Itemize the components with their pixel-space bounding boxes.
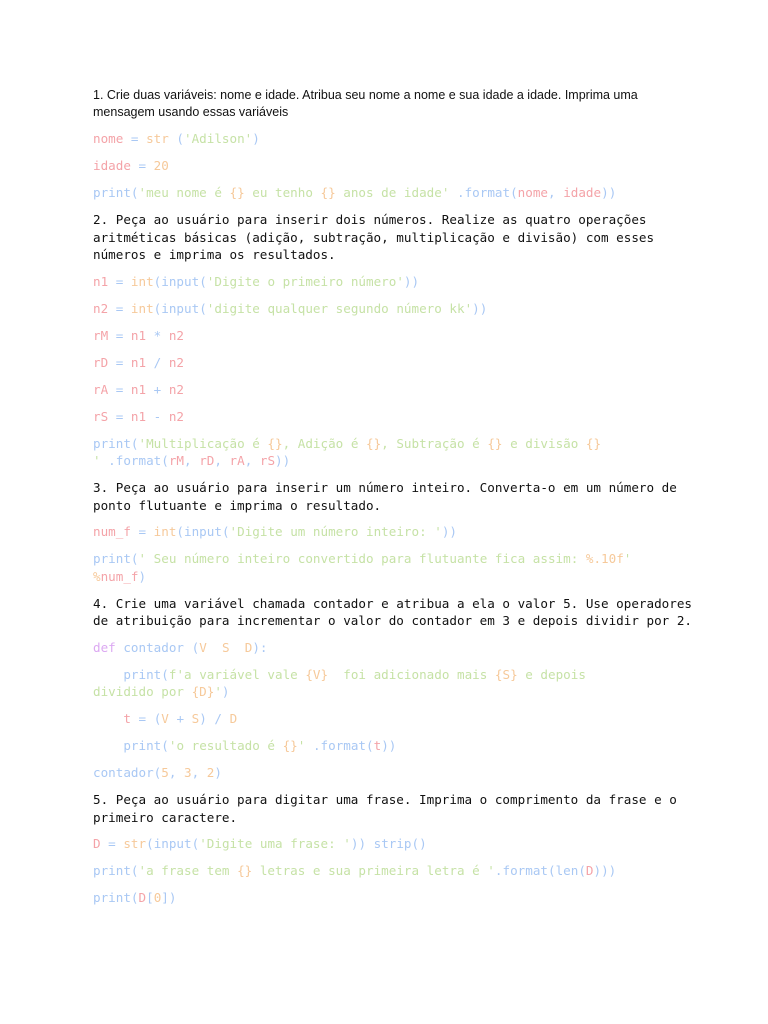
code-token: = (130, 158, 154, 173)
code-token: )) (275, 453, 291, 468)
code-token: D (585, 863, 594, 878)
code-line (93, 710, 693, 728)
code-token: ( (153, 711, 162, 726)
code-token: S (221, 639, 230, 655)
code-token: + (168, 711, 192, 726)
code-line (93, 550, 693, 585)
code-token: n2 (93, 300, 109, 316)
code-token: 'Adilson' (184, 131, 253, 146)
code-token: ) (214, 765, 222, 780)
code-token: ( (199, 300, 207, 316)
code-token: rS (259, 453, 276, 468)
code-token (93, 667, 123, 682)
code-line (93, 408, 693, 426)
code-token: print (123, 738, 162, 753)
code-token: ( (176, 524, 185, 539)
code-token: + (146, 381, 169, 397)
code-token: nome (93, 131, 124, 146)
code-token: )) (601, 185, 617, 200)
code-token: ' Seu número inteiro convertido para flutuante fica assim: (138, 551, 586, 566)
code-token: {} (366, 435, 382, 451)
code-token: D (138, 890, 147, 905)
code-token: {} (282, 738, 298, 753)
code-token: ( (161, 666, 169, 682)
code-token: idade (93, 158, 131, 173)
code-token: ( (130, 890, 139, 905)
code-token: ( (130, 185, 139, 200)
code-token: ( (130, 435, 139, 451)
code-token: , Subtração é (381, 435, 488, 451)
code-token: int (130, 273, 154, 289)
code-line (93, 184, 693, 202)
code-token: , (244, 453, 260, 468)
code-token: rA (93, 381, 109, 397)
code-token: S (191, 711, 200, 726)
code-block-1 (93, 130, 693, 202)
code-token (207, 640, 222, 655)
code-token: ) (252, 131, 260, 146)
code-token: = (130, 711, 154, 726)
code-token: = (108, 408, 131, 424)
code-token: )) (381, 738, 397, 753)
code-token: idade (563, 185, 602, 200)
exercise-5-title: 5. Peça ao usuário para digitar uma frase. Imprima o comprimento da frase e o primeiro caractere. (93, 792, 685, 825)
code-token: ( (130, 551, 139, 566)
code-token: , (214, 453, 230, 468)
code-token: D (229, 711, 238, 726)
code-token: n1 (130, 381, 147, 397)
code-token: ( (191, 836, 200, 851)
code-token: ))) (593, 863, 617, 878)
code-token: input (153, 836, 192, 851)
code-token: = (108, 381, 131, 397)
code-token: {} (229, 185, 245, 200)
code-token: ): (252, 639, 268, 655)
code-token: 'Digite o primeiro número' (206, 273, 404, 289)
code-token: {S} (494, 666, 518, 682)
code-token: .format( (449, 185, 518, 200)
code-token: int (153, 524, 177, 539)
code-token: nome (517, 185, 549, 200)
code-token: rM (93, 327, 109, 343)
code-token: num_f (100, 568, 139, 584)
code-line (93, 737, 693, 755)
code-token: ( (168, 131, 185, 146)
code-token: n1 (130, 327, 147, 343)
code-token: V (199, 639, 207, 655)
code-token: rD (199, 453, 215, 468)
code-token: .format( (494, 863, 556, 878)
code-token: num_f (93, 524, 131, 539)
code-token: rM (168, 453, 185, 468)
code-token: = (108, 273, 131, 289)
code-line (93, 889, 693, 907)
code-token: ( (146, 836, 154, 851)
code-token: ) (199, 711, 207, 726)
code-token: n2 (168, 354, 185, 370)
code-block-4 (93, 639, 693, 782)
exercise-3-title: 3. Peça ao usuário para inserir um número inteiro. Converta-o em um número de ponto flutuante e imprima o resultado. (93, 480, 685, 513)
code-token: - (146, 408, 169, 424)
code-token: 0 (153, 890, 162, 905)
code-token: rD (93, 354, 109, 370)
code-line (93, 435, 693, 470)
code-token: print (93, 435, 131, 451)
code-token: ' (214, 684, 222, 699)
code-token: , (168, 765, 185, 780)
code-token: n1 (93, 273, 109, 289)
code-line (93, 354, 693, 372)
code-token: print (93, 863, 131, 878)
code-token: )) (441, 524, 458, 539)
code-token: ( (578, 863, 586, 878)
code-token: = (123, 131, 147, 146)
code-token: = (108, 354, 131, 370)
code-token: D (244, 639, 253, 655)
code-token: {D} (191, 684, 215, 699)
code-token: {} (585, 435, 602, 451)
code-token: / (206, 711, 230, 726)
code-token: 3 (184, 765, 192, 780)
code-line (93, 666, 693, 701)
code-token: n2 (168, 408, 185, 424)
code-token: {V} (305, 666, 329, 682)
code-token: .format( (100, 453, 169, 468)
code-token: ( (161, 738, 169, 753)
code-token: {} (237, 863, 253, 878)
code-token: e divisão (502, 435, 586, 451)
code-token: input (161, 300, 200, 316)
code-token: %.10f (585, 551, 624, 566)
code-token: V (161, 711, 169, 726)
code-token (230, 640, 245, 655)
code-token: 'a frase tem (138, 863, 238, 878)
code-token: [ (146, 890, 154, 905)
code-token: ( (130, 863, 139, 878)
code-token: {} (267, 435, 283, 451)
code-token: )) (472, 300, 488, 316)
code-token: 'Digite uma frase: ' (199, 836, 351, 851)
code-token: ' (623, 551, 632, 566)
code-token: )) (403, 273, 420, 289)
code-token: .format( (305, 738, 374, 753)
code-token: , (191, 765, 207, 780)
code-token: = (108, 327, 131, 343)
code-token: print (93, 551, 131, 566)
code-token: n1 (130, 408, 147, 424)
code-token: t (373, 738, 382, 753)
code-token: print (93, 185, 131, 200)
code-block-2 (93, 273, 693, 470)
code-token: 2 (206, 765, 215, 780)
code-token: ' (297, 738, 306, 753)
code-token: ( (199, 273, 207, 289)
code-token: f'a variável vale (168, 666, 306, 682)
code-line (93, 835, 693, 853)
code-token: n1 (130, 354, 147, 370)
code-token: ( (153, 765, 162, 780)
code-token: {} (487, 435, 503, 451)
code-token: {} (320, 185, 336, 200)
code-token: ( (153, 273, 162, 289)
code-token: ( (153, 300, 162, 316)
code-token: )) strip() (350, 836, 427, 851)
code-token: print (93, 890, 131, 905)
code-line (93, 327, 693, 345)
code-line (93, 130, 693, 148)
code-token: ' (93, 453, 101, 468)
code-token: rS (93, 408, 109, 424)
code-line (93, 523, 693, 541)
code-token: 'digite qualquer segundo número kk' (206, 300, 473, 316)
code-token: foi adicionado mais (328, 666, 495, 682)
code-token: contador (123, 639, 185, 655)
code-token: 'Multiplicação é (138, 435, 268, 451)
code-token: letras e sua primeira letra é ' (252, 863, 495, 878)
exercise-document (93, 87, 700, 916)
code-token: / (146, 354, 169, 370)
code-token: , Adição é (282, 435, 366, 451)
code-token (93, 738, 123, 753)
code-token: 20 (153, 158, 169, 173)
code-token: * (146, 327, 169, 343)
code-token (93, 711, 123, 726)
code-line (93, 381, 693, 399)
code-token: ]) (161, 890, 177, 905)
code-token: input (184, 524, 222, 539)
exercise-4-title: 4. Crie uma variável chamada contador e atribua a ela o valor 5. Use operadores de atribuição para incrementar o valor do contador em 3 e depois dividir por 2. (93, 595, 700, 628)
code-token: def (93, 639, 116, 655)
code-token: = (108, 300, 131, 316)
code-token: str (123, 836, 147, 851)
code-token: = (100, 836, 124, 851)
code-token: input (161, 273, 200, 289)
code-token: ) (138, 568, 147, 584)
code-line (93, 300, 693, 318)
code-token: eu tenho (244, 185, 321, 200)
code-token: len (555, 863, 579, 878)
code-line (93, 764, 693, 782)
code-token: % (93, 568, 101, 584)
code-token: anos de idade' (335, 185, 450, 200)
code-token: ) (221, 684, 230, 699)
code-token: ( (184, 639, 200, 655)
code-block-3 (93, 523, 693, 585)
code-token: rA (229, 453, 245, 468)
code-token: , (548, 185, 564, 200)
exercise-1-title: 1. Crie duas variáveis: nome e idade. Atribua seu nome a nome e sua idade a idade. Imprima uma mensagem usando essas variáveis (93, 88, 638, 119)
code-token: ( (221, 524, 230, 539)
code-token: 5 (161, 765, 169, 780)
code-line (93, 273, 693, 291)
exercise-2-title: 2. Peça ao usuário para inserir dois números. Realize as quatro operações aritméticas básicas (adição, subtração, multiplicação e divisão) com esses números e imprima os resultados. (93, 212, 662, 262)
code-token: = (130, 524, 154, 539)
code-token: n2 (168, 327, 185, 343)
code-line (93, 157, 693, 175)
code-token: contador (93, 765, 154, 780)
code-block-5 (93, 835, 693, 907)
code-token: print (123, 666, 162, 682)
code-line (93, 639, 693, 657)
code-token: t (123, 711, 131, 726)
code-token: , (184, 453, 200, 468)
code-token: D (93, 836, 101, 851)
code-token: 'meu nome é (138, 185, 230, 200)
code-line (93, 862, 693, 880)
code-token: 'Digite um número inteiro: ' (229, 524, 442, 539)
code-token: int (130, 300, 154, 316)
code-token: e depois dividido por (93, 666, 586, 699)
code-token: str (146, 131, 169, 146)
code-token: n2 (168, 381, 185, 397)
code-token: 'o resultado é (168, 738, 283, 753)
